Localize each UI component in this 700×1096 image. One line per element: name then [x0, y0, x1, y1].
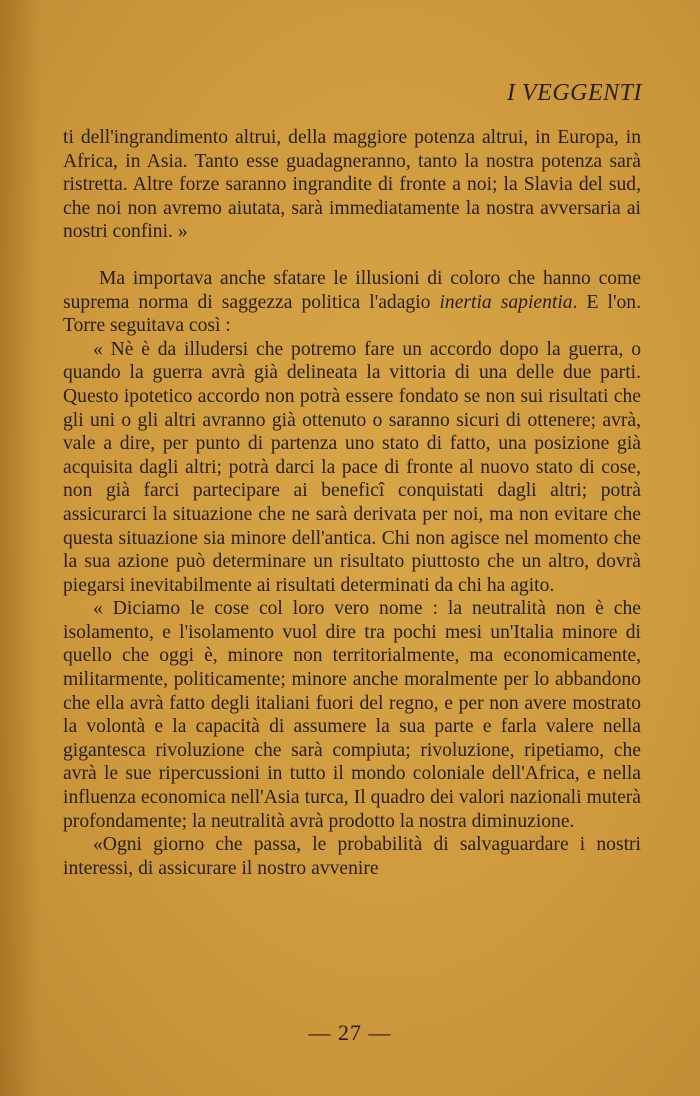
- page-number: — 27 —: [308, 1020, 392, 1045]
- paragraph-quote-ogni-giorno: «Ogni giorno che passa, le probabilità di salvaguardare i nostri interessi, di assicurare il nostro avvenire: [63, 834, 641, 879]
- paragraph-text-after: . E l'on. Torre seguitava così :: [63, 291, 641, 337]
- paragraph-quote-neutralita: « Diciamo le cose col loro vero nome : la neutralità non è che isolamento, e l'isolamento vuol dire tra pochi mesi un'Italia minore di quello che oggi è, minore non territorialmente, ma economicamente, militarmente, politicamente; minore anche moralmente per lo abbandono che ella avrà fatto degli italiani fuori del regno, e per non avere mostrato la volontà e la capacità di assumere la sua parte e farla valere nella gigantesca rivoluzione che sarà compiuta; rivoluzione, ripetiamo, che avrà le sue ripercussioni in tutto il mondo coloniale dell'Africa, e nella influenza economica nell'Asia turca, Il quadro dei valori nazionali muterà profondamente; la neutralità avrà prodotto la nostra diminuzione.: [63, 598, 641, 832]
- paragraph-quote-accordo: « Nè è da illudersi che potremo fare un accordo dopo la guerra, o quando la guerra avrà già delineata la vittoria di una delle due parti. Questo ipotetico accordo non potrà essere fondato se non sui risultati che gli uni o gli altri avranno già ottenuto o saranno sicuri di ottenere; avrà, vale a dire, per punto di partenza uno stato di fatto, una posizione già acquisita dagli altri; potrà darci la pace di fronte al nuovo stato di cose, non già farci partecipare ai beneficî conquistati dagli altri; potrà assicurarci la situazione che ne sarà derivata per noi, ma non evitare che questa situazione sia minore dell'antica. Chi non agisce nel momento che la sua azione può determinare un risultato piuttosto che un altro, dovrà piegarsi inevitabilmente ai risultati determinati da chi ha agito.: [63, 338, 641, 596]
- paragraph-continuation: ti dell'ingrandimento altrui, della maggiore potenza altrui, in Europa, in Africa, in Asia. Tanto esse guadagneranno, tanto la nostra potenza sarà ristretta. Altre forze saranno ingrandite di fronte a noi; la Slavia del sud, che noi non avremo aiutata, sarà immediatamente la nostra avversaria ai nostri confini. »: [63, 127, 641, 243]
- page-body-text: [63, 126, 641, 880]
- paragraph-italic-phrase: inertia sapientia: [439, 291, 573, 313]
- running-header: I VEGGENTI: [507, 80, 642, 106]
- paragraph-intro-quote: [63, 267, 641, 338]
- paragraph-text-before: Ma importava anche sfatare le illusioni di coloro che hanno come suprema norma di saggezza politica l'adagio: [63, 267, 641, 313]
